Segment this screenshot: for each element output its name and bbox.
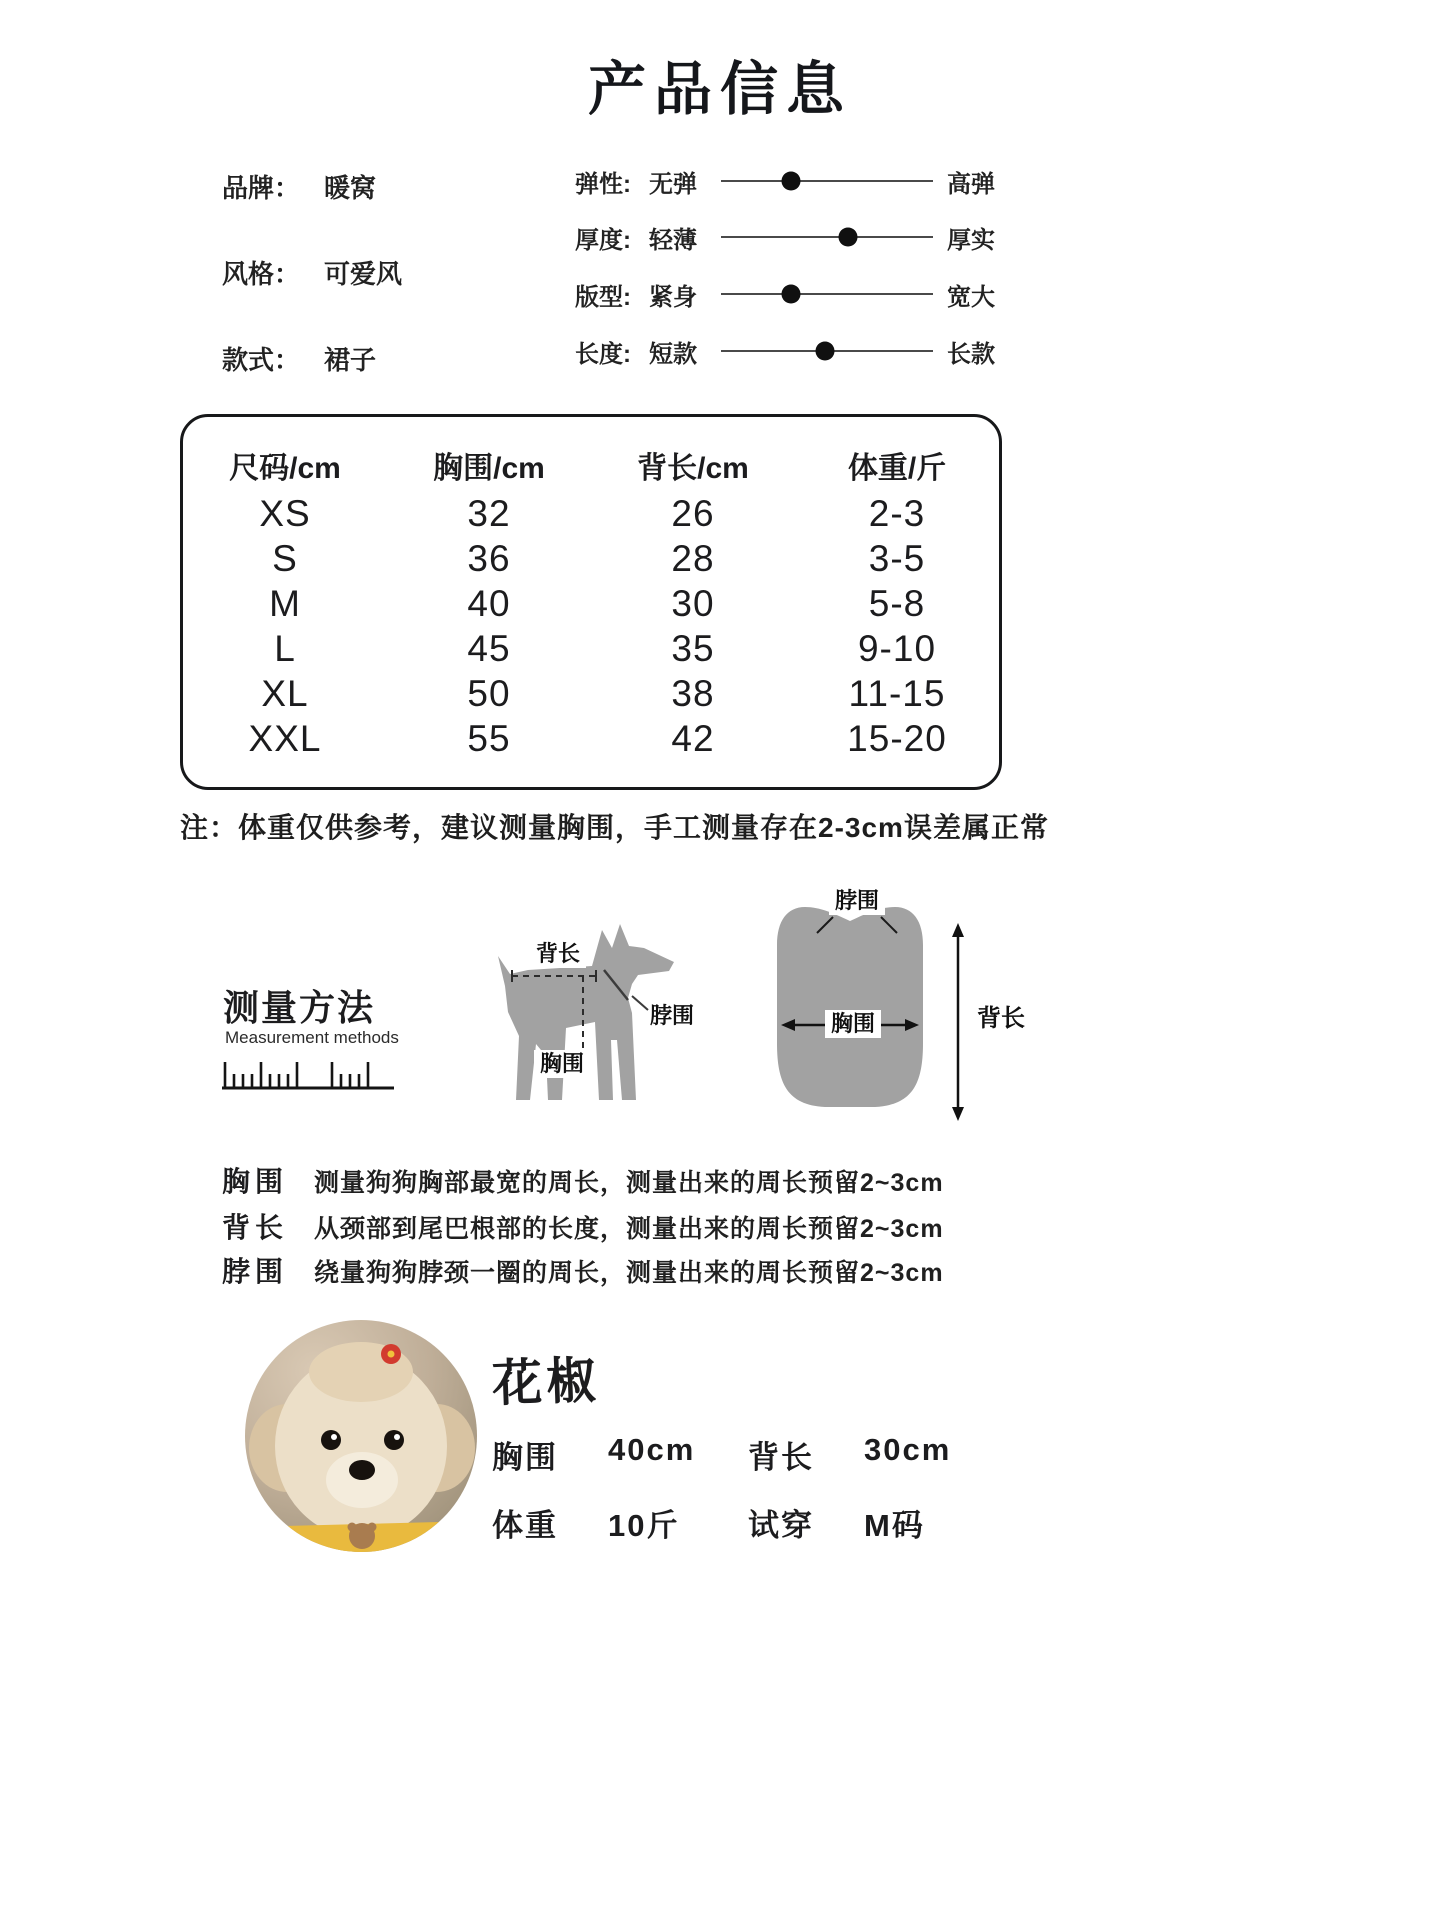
model-dog-photo	[245, 1320, 477, 1552]
stat-value: M码	[864, 1508, 925, 1543]
slider-label: 厚度:	[575, 226, 631, 254]
col-header: 胸围/cm	[433, 452, 545, 485]
slider-elasticity	[575, 168, 995, 198]
slider-track	[721, 350, 933, 352]
instruction-term: 背长	[222, 1212, 289, 1243]
size-note: 注：体重仅供参考，建议测量胸围，手工测量存在2-3cm误差属正常	[180, 812, 1049, 843]
slider-dot	[781, 285, 800, 304]
instruction-chest	[222, 1160, 944, 1200]
cell: 36	[467, 537, 511, 579]
model-stat-size-worn	[748, 1500, 925, 1545]
slider-label: 长度:	[575, 340, 631, 368]
garment-measurement-figure	[765, 888, 1035, 1133]
cell: XXL	[248, 717, 322, 759]
slider-right-term: 厚实	[947, 226, 995, 254]
cell: 5-8	[868, 582, 926, 624]
model-stat-weight	[492, 1500, 679, 1545]
stat-value: 10斤	[608, 1508, 680, 1543]
slider-left-term: 无弹	[649, 170, 697, 198]
dog-measurement-figure	[468, 918, 695, 1118]
slider-length	[575, 338, 995, 368]
cell: 40	[467, 582, 511, 624]
instruction-desc: 测量狗狗胸部最宽的周长，测量出来的周长预留2~3cm	[314, 1169, 944, 1197]
attribute-label: 品牌：	[222, 173, 301, 203]
col-header: 体重/斤	[847, 452, 947, 485]
cell: 42	[671, 717, 715, 759]
attribute-label: 风格：	[222, 259, 301, 289]
measurement-subtitle: Measurement methods	[225, 1028, 399, 1047]
dog-back-length-label: 背长	[530, 940, 586, 968]
stat-label: 背长	[748, 1440, 814, 1475]
slider-right-term: 高弹	[947, 170, 995, 198]
slider-left-term: 短款	[649, 340, 697, 368]
stat-label: 体重	[492, 1508, 558, 1543]
cell: 35	[671, 627, 715, 669]
slider-track	[721, 180, 933, 182]
table-row	[183, 536, 999, 581]
slider-right-term: 长款	[947, 340, 995, 368]
garment-back-length-label: 背长	[977, 1005, 1025, 1032]
cell: 26	[671, 492, 715, 534]
table-row	[183, 581, 999, 626]
measurement-title: 测量方法	[223, 987, 376, 1028]
cell: S	[272, 537, 298, 579]
ruler-icon	[222, 1054, 394, 1092]
slider-dot	[839, 228, 858, 247]
cell: 2-3	[868, 492, 926, 534]
table-row	[183, 626, 999, 671]
cell: XS	[259, 492, 311, 534]
col-header: 尺码/cm	[229, 452, 341, 485]
stat-value: 30cm	[864, 1432, 952, 1467]
slider-track	[721, 236, 933, 238]
instruction-desc: 从颈部到尾巴根部的长度，测量出来的周长预留2~3cm	[314, 1215, 944, 1243]
cell: 45	[467, 627, 511, 669]
instruction-term: 胸围	[222, 1166, 289, 1197]
attribute-type	[222, 340, 376, 377]
table-row	[183, 671, 999, 716]
attribute-value: 暖窝	[324, 173, 377, 203]
model-stat-chest	[492, 1432, 695, 1477]
slider-label: 弹性:	[575, 170, 631, 198]
dog-neck-girth-label: 脖围	[650, 1003, 695, 1028]
slider-dot	[815, 342, 834, 361]
instruction-neck	[222, 1250, 944, 1290]
size-table-header	[183, 439, 999, 491]
instruction-back	[222, 1206, 944, 1246]
table-row	[183, 716, 999, 761]
cell: 3-5	[868, 537, 926, 579]
slider-right-term: 宽大	[947, 283, 995, 311]
slider-track	[721, 293, 933, 295]
slider-label: 版型:	[575, 283, 631, 311]
slider-fit	[575, 281, 995, 311]
cell: 28	[671, 537, 715, 579]
garment-neck-girth-label: 脖围	[829, 887, 885, 915]
cell: 38	[671, 672, 715, 714]
table-row	[183, 491, 999, 536]
dog-photo-illustration	[245, 1320, 477, 1552]
attribute-style	[222, 254, 402, 291]
slider-thickness	[575, 224, 995, 254]
cell: XL	[261, 672, 309, 714]
attribute-value: 可爱风	[324, 259, 403, 289]
model-stat-back	[748, 1432, 951, 1477]
page-title: 产品信息	[587, 57, 852, 122]
size-table	[180, 414, 1002, 790]
cell: 9-10	[857, 627, 937, 669]
cell: 50	[467, 672, 511, 714]
stat-label: 试穿	[748, 1508, 814, 1543]
slider-left-term: 轻薄	[649, 226, 697, 254]
attribute-brand	[222, 168, 376, 205]
cell: M	[269, 582, 301, 624]
model-dog-name: 花椒	[491, 1352, 602, 1412]
garment-chest-girth-label: 胸围	[825, 1010, 881, 1038]
cell: 15-20	[847, 717, 947, 759]
stat-value: 40cm	[608, 1432, 696, 1467]
instruction-term: 脖围	[222, 1256, 289, 1287]
instruction-desc: 绕量狗狗脖颈一圈的周长，测量出来的周长预留2~3cm	[314, 1259, 944, 1287]
col-header: 背长/cm	[637, 452, 749, 485]
cell: L	[274, 627, 296, 669]
attribute-label: 款式：	[222, 345, 301, 375]
cell: 55	[467, 717, 511, 759]
dog-chest-girth-label: 胸围	[534, 1050, 590, 1078]
cell: 32	[467, 492, 511, 534]
attribute-value: 裙子	[324, 345, 377, 375]
cell: 30	[671, 582, 715, 624]
stat-label: 胸围	[492, 1440, 558, 1475]
cell: 11-15	[848, 672, 946, 714]
slider-dot	[781, 172, 800, 191]
slider-left-term: 紧身	[649, 283, 697, 311]
